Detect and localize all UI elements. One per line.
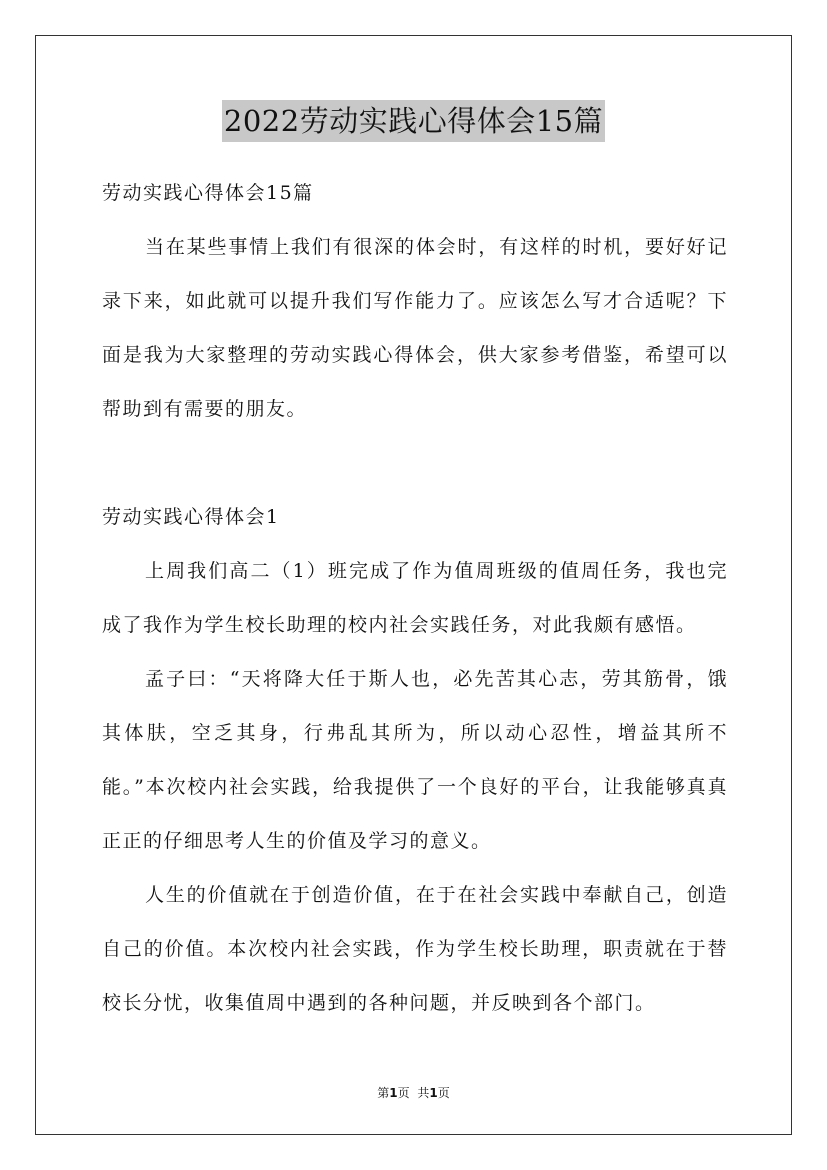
body-paragraph-1: 上周我们高二（1）班完成了作为值周班级的值周任务，我也完成了我作为学生校长助理的校内社会实践任务，对此我颇有感悟。 — [102, 560, 728, 636]
page-prefix: 第 — [377, 1086, 390, 1100]
intro-paragraph: 当在某些事情上我们有很深的体会时，有这样的时机，要好好记录下来，如此就可以提升我们写作能力了。应该怎么写才合适呢？下面是我为大家整理的劳动实践心得体会，供大家参考借鉴，希望可以帮助到有需要的朋友。 — [102, 236, 728, 420]
body-paragraph-2: 孟子曰：“天将降大任于斯人也，必先苦其心志，劳其筋骨，饿其体肤，空乏其身，行弗乱其所为，所以动心忍性，增益其所不能。”本次校内社会实践，给我提供了一个良好的平台，让我能够真真正正的仔细思考人生的价值及学习的意义。 — [102, 668, 728, 852]
page-number: 1 — [389, 1086, 398, 1100]
page-suffix: 页 — [397, 1086, 410, 1100]
page-footer — [0, 1084, 827, 1101]
body-paragraph-3: 人生的价值就在于创造价值，在于在社会实践中奉献自己，创造自己的价值。本次校内社会实践，作为学生校长助理，职责就在于替校长分忧，收集值周中遇到的各种问题，并反映到各个部门。 — [102, 884, 728, 1014]
title-container — [0, 100, 827, 142]
document-body — [102, 166, 728, 1030]
section-heading: 劳动实践心得体会1 — [102, 506, 280, 528]
total-pages: 1 — [429, 1086, 438, 1100]
document-title: 2022劳动实践心得体会15篇 — [222, 100, 605, 142]
document-subtitle: 劳动实践心得体会15篇 — [102, 182, 314, 204]
total-suffix: 页 — [437, 1086, 450, 1100]
total-prefix: 共 — [417, 1086, 430, 1100]
